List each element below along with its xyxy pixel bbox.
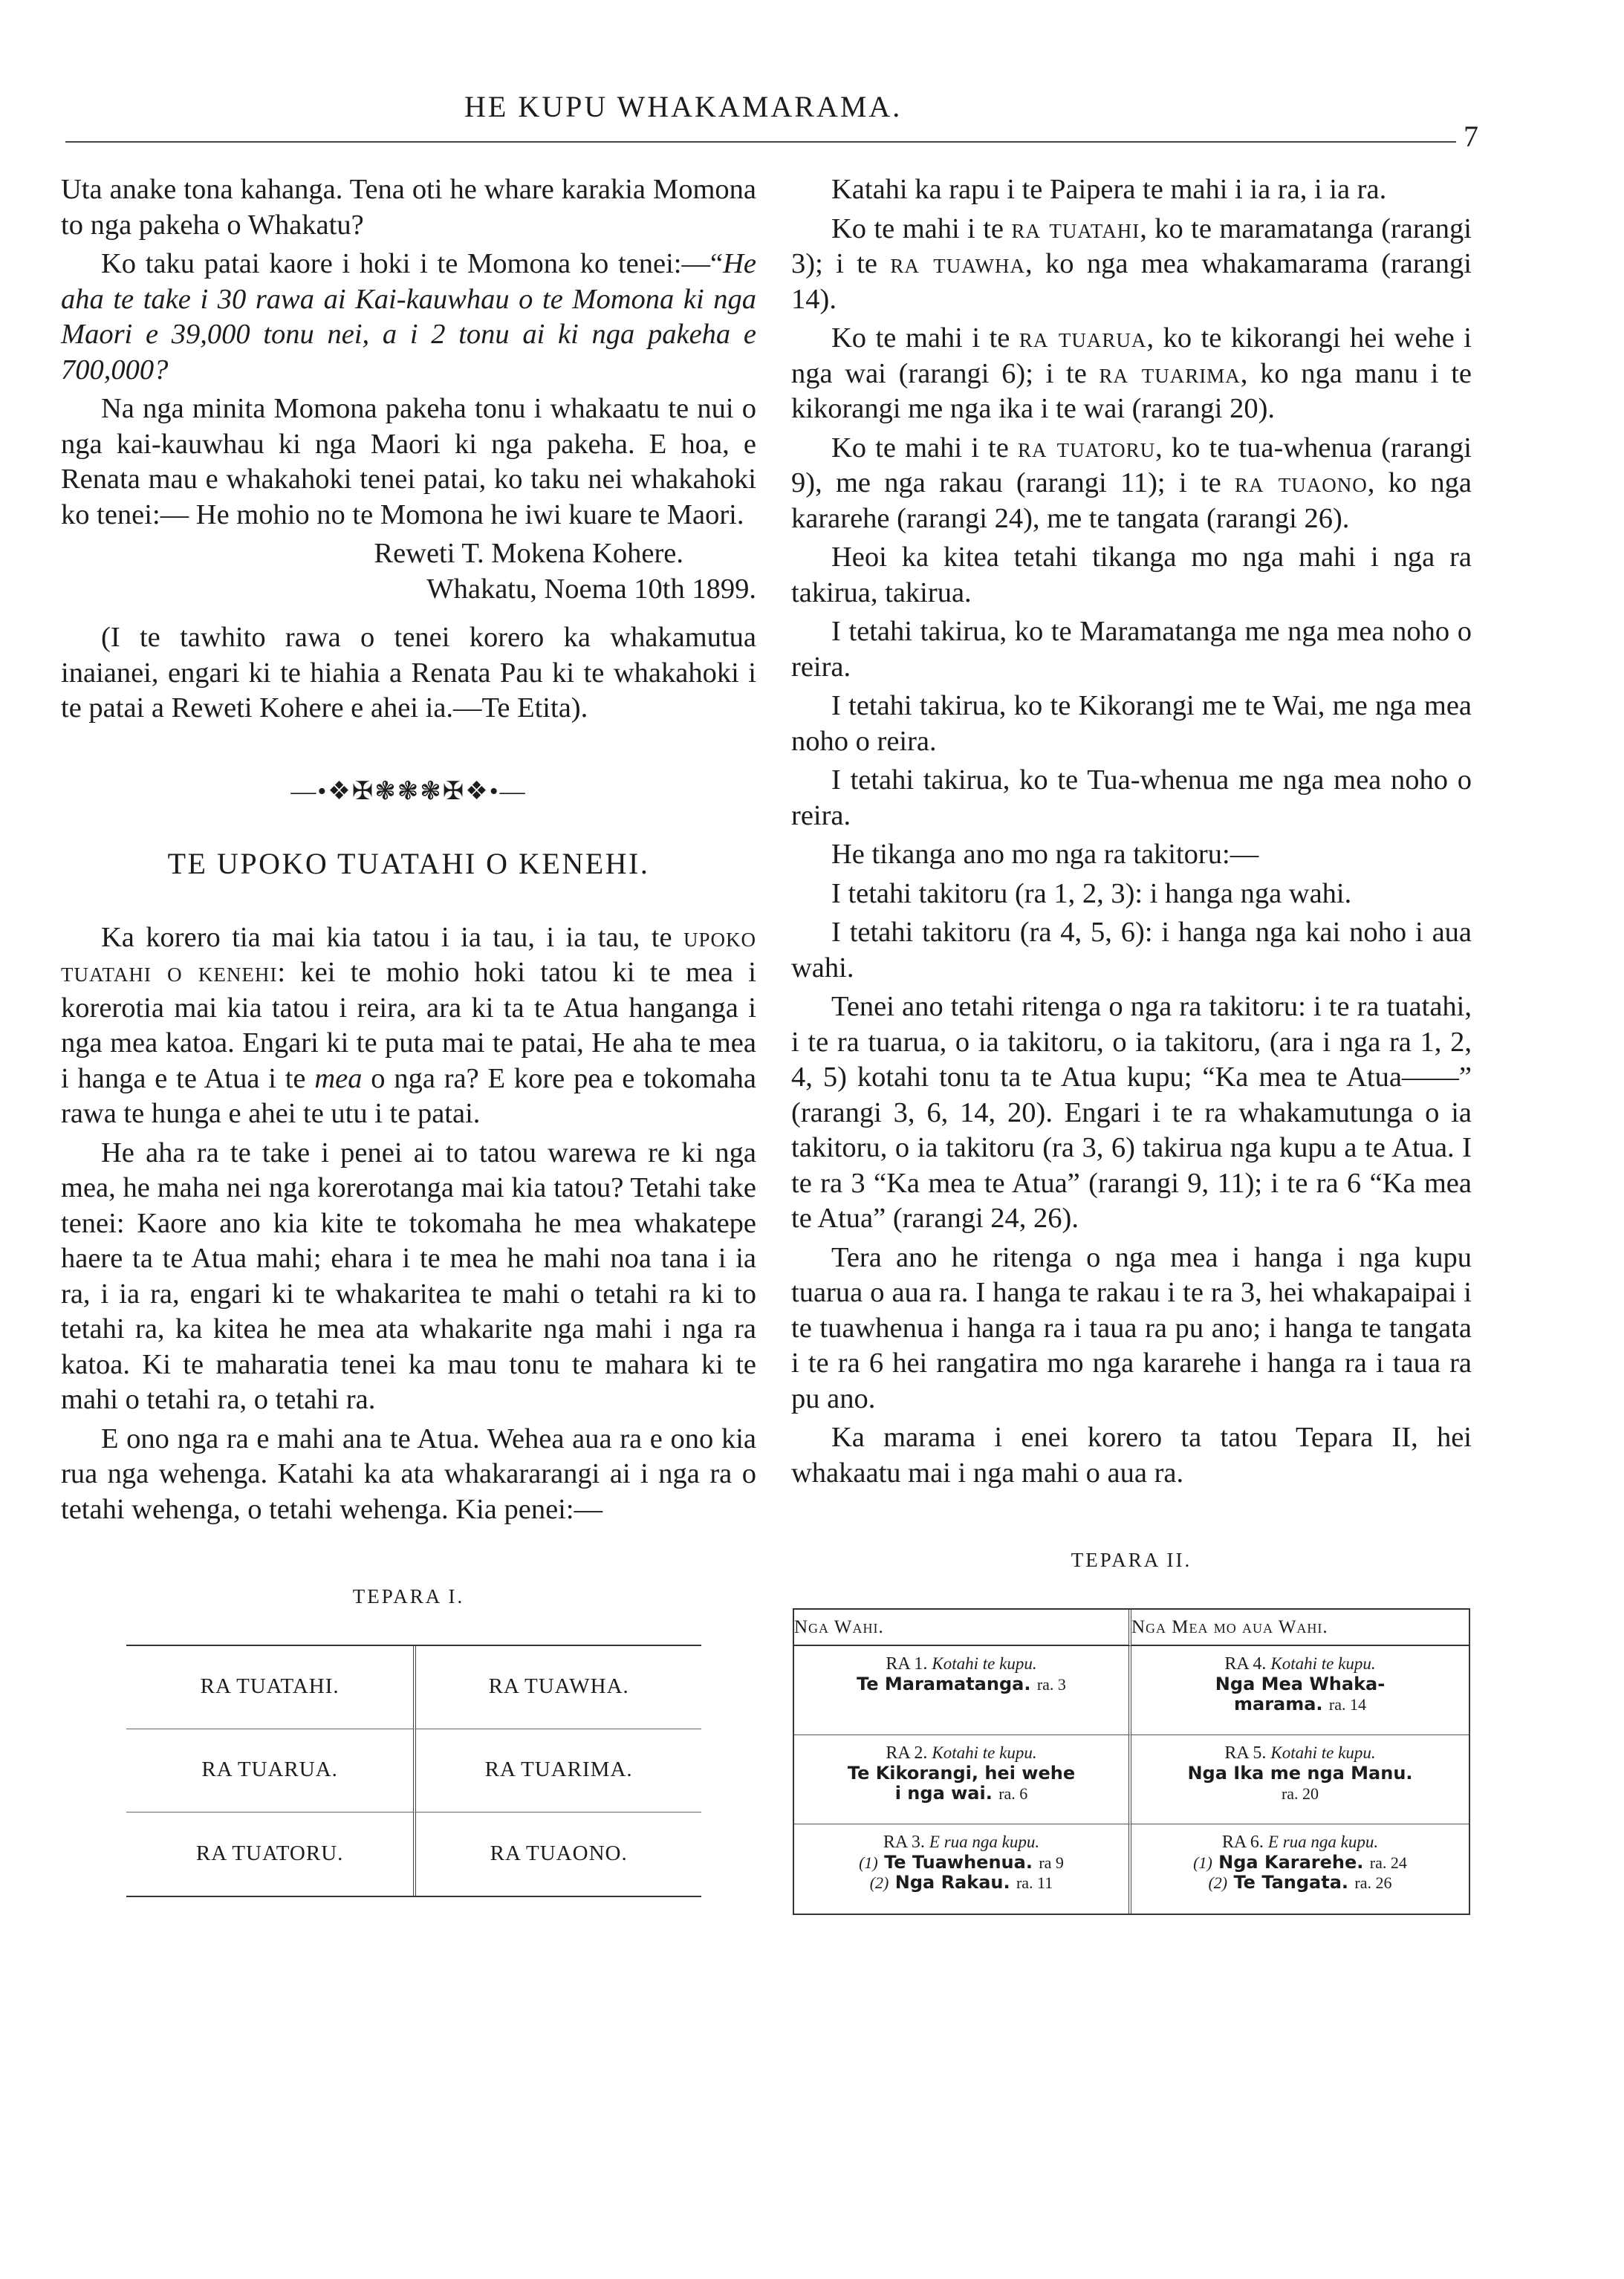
table-cell: RA 6. E rua nga kupu. (1) Nga Kararehe. ra. 24 (2) Te Tangata. ra. 26: [1193, 1833, 1407, 1893]
paragraph: Katahi ka rapu i te Paipera te mahi i ia ra, i ia ra.: [831, 174, 1387, 205]
table-row: [126, 1646, 701, 1729]
table-cell: RA 3. E rua nga kupu. (1) Te Tuawhenua. ra 9 (2) Nga Rakau. ra. 11: [794, 1824, 1131, 1914]
table-1-caption: TEPARA I.: [352, 1585, 465, 1607]
paragraph: Ko taku patai kaore i hoki i te Momona ko tenei:—“He aha te take i 30 rawa ai Kai-kauwhau o te Momona ki nga Maori e 39,000 tonu nei, a i 2 tonu ai ki nga pakeha e 700,000?: [61, 248, 756, 386]
editor-note: (I te tawhito rawa o tenei korero ka whakamutua inaianei, engari ki te hiahia a Renata Pau ki te whakahoki i te patai a Reweti Kohere e ahei ia.—Te Etita).: [61, 622, 756, 724]
table-1: [126, 1645, 701, 1897]
table-header-row: [794, 1610, 1469, 1647]
table-row: [794, 1735, 1469, 1824]
paragraph: He tikanga ano mo nga ra takitoru:—: [831, 839, 1259, 870]
table-cell: RA TUAWHA.: [416, 1646, 701, 1729]
table-cell: RA TUARIMA.: [416, 1729, 701, 1813]
paragraph: Ko te mahi i te ra tuatahi, ko te maramatanga (rarangi 3); i te ra tuawha, ko nga mea whakamarama (rarangi 14).: [791, 212, 1472, 315]
paragraph: He aha ra te take i penei ai to tatou warewa re ki nga mea, he maha nei nga korerotanga mai kia tatou? Tetahi take tenei: Kaore ano kia kite te tokomaha he mea whakatepe haere ta te Atua mahi; ehara i te mea he mahi noa tana i ia ra, i ia ra, engari ki te whakaritea te mahi o tetahi ra ki to tetahi ra, ka kitea he mea ata whakarite nga mahi i nga ra katoa. Ki te maharatia tenei ka mau tonu te mahara ki te mahi o tetahi ra, o tetahi ra.: [61, 1137, 756, 1415]
table-cell: RA TUARUA.: [126, 1729, 416, 1813]
table-row: [126, 1813, 701, 1896]
table-row: [794, 1646, 1469, 1735]
table-cell: RA TUAONO.: [490, 1841, 628, 1865]
paragraph: Tera ano he ritenga o nga mea i hanga i nga kupu tuarua o aua ra. I hanga te rakau i te ra 3, hei whakapaipai i te tuawhenua i hanga ra i taua ra pu ano; i hanga te tangata i te ra 6 hei rangatira mo nga kararehe i hanga ra i taua ra pu ano.: [791, 1241, 1472, 1414]
table-cell: RA 4. Kotahi te kupu. Nga Mea Whaka- marama. ra. 14: [1131, 1646, 1469, 1735]
table-cell: RA TUATORU.: [126, 1813, 416, 1896]
table-2: [793, 1608, 1470, 1916]
table-row: [126, 1729, 701, 1813]
paragraph: Tenei ano tetahi ritenga o nga ra takitoru: i te ra tuatahi, i te ra tuarua, o ia takitoru, o ia takitoru, (ara i nga ra 1, 2, 4, 5) kotahi tonu ta te Atua kupu; “Ka mea te Atua——” (rarangi 3, 6, 14, 20). Engari i te ra whakamutunga o ia takitoru, o ia takitoru (ra 3, 6) takirua nga kupu a te Atua. I te ra 3 “Ka mea te Atua” (rarangi 9, 11); i te ra 6 “Ka mea te Atua” (rarangi 24, 26).: [791, 991, 1472, 1234]
paragraph: Ka korero tia mai kia tatou i ia tau, i ia tau, te upoko tuatahi o kenehi: kei te mohio hoki tatou ki te mea i korerotia mai kia tatou i reira, ara ki ta te Atua hanganga i nga mea katoa. Engari ki te puta mai te patai, He aha te mea i hanga e te Atua i te mea o nga ra? E kore pea e tokomaha rawa te hunga e ahei te utu i te patai.: [61, 921, 757, 1129]
paragraph: Ko te mahi i te ra tuarua, ko te kikorangi hei wehe i nga wai (rarangi 6); i te ra tuarima, ko nga manu i te kikorangi me nga ika i te wai (rarangi 20).: [791, 322, 1472, 424]
page-header: [59, 88, 1478, 153]
paragraph: Heoi ka kitea tetahi tikanga mo nga mahi i nga ra takirua, takirua.: [791, 542, 1472, 608]
table-2-caption: TEPARA II.: [1071, 1549, 1192, 1571]
paragraph: I tetahi takirua, ko te Tua-whenua me nga mea noho o reira.: [791, 764, 1472, 831]
signature-name: Reweti T. Mokena Kohere.: [374, 538, 683, 569]
paragraph: I tetahi takitoru (ra 4, 5, 6): i hanga nga kai noho i aua wahi.: [791, 917, 1472, 984]
paragraph: I tetahi takirua, ko te Maramatanga me nga mea noho o reira.: [791, 616, 1472, 683]
table-row: [794, 1824, 1469, 1914]
table-header: Nga Wahi.: [794, 1610, 1131, 1647]
paragraph: E ono nga ra e mahi ana te Atua. Wehea aua ra e ono kia rua nga wehenga. Katahi ka ata whakararangi ai i nga ra o tetahi wehenga, o tetahi wehenga. Kia penei:—: [61, 1423, 756, 1525]
paragraph: I tetahi takirua, ko te Kikorangi me te Wai, me nga mea noho o reira.: [791, 690, 1472, 757]
left-column: [61, 172, 756, 1897]
ornament-divider: —•❖✠❃❃❃✠❖•—: [290, 777, 527, 805]
paragraph: Uta anake tona kahanga. Tena oti he whare karakia Momona to nga pakeha o Whakatu?: [61, 174, 756, 241]
header-rule: [65, 141, 1456, 143]
paragraph: Na nga minita Momona pakeha tonu i whakaatu te nui o nga kai-kauwhau ki nga Maori ki nga pakeha. E hoa, e Renata mau e whakahoki tenei patai, ko taku nei whakahoki ko tenei:— He mohio no te Momona he iwi kuare te Maori.: [61, 393, 756, 530]
table-cell: RA 2. Kotahi te kupu. Te Kikorangi, hei wehe i nga wai. ra. 6: [794, 1735, 1131, 1824]
paragraph: I tetahi takitoru (ra 1, 2, 3): i hanga nga wahi.: [831, 877, 1352, 909]
signature-place-date: Whakatu, Noema 10th 1899.: [426, 573, 756, 605]
page-number: 7: [1464, 120, 1478, 153]
paragraph: Ka marama i enei korero ta tatou Tepara II, hei whakaatu mai i nga mahi o aua ra.: [791, 1422, 1472, 1489]
table-header: Nga Mea mo aua Wahi.: [1131, 1610, 1469, 1647]
paragraph: Ko te mahi i te ra tuatoru, ko te tua-whenua (rarangi 9), me nga rakau (rarangi 11); i te ra tuaono, ko nga kararehe (rarangi 24), me te tangata (rarangi 26).: [791, 432, 1472, 534]
table-cell: RA 5. Kotahi te kupu. Nga Ika me nga Manu. ra. 20: [1131, 1735, 1469, 1824]
right-column: [791, 172, 1472, 1915]
running-title: HE KUPU WHAKAMARAMA.: [464, 90, 903, 123]
table-cell: RA TUATAHI.: [126, 1646, 416, 1729]
chapter-heading: TE UPOKO TUATAHI O KENEHI.: [167, 847, 650, 880]
table-cell: RA 1. Kotahi te kupu. Te Maramatanga. ra. 3: [794, 1646, 1131, 1735]
